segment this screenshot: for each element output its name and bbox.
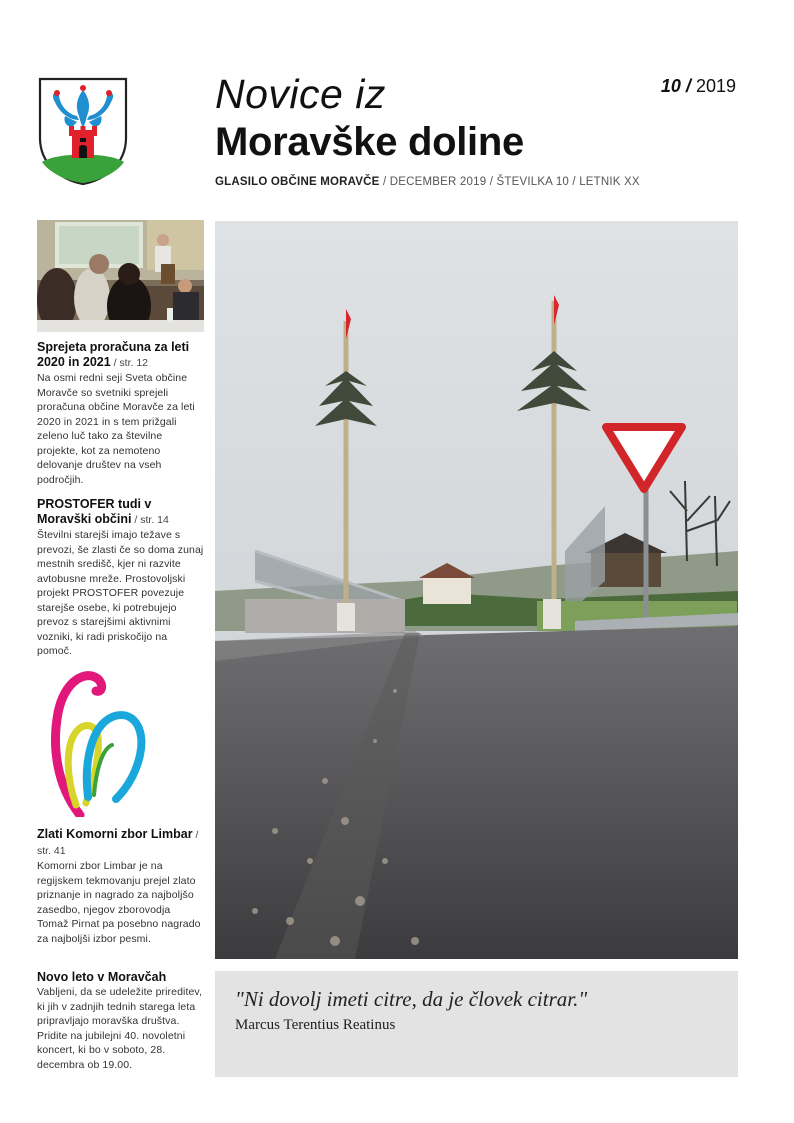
- article-body: Na osmi redni seji Sveta občine Moravče so svetniki sprejeli proračuna občine Moravče za leti 2020 in 2021 in s tem prižgali zeleno luč tako za številne projekte, kot za nemoteno delovanje društev na vseh področjih.: [37, 372, 195, 486]
- quote-text: "Ni dovolj imeti citre, da je človek citrar.": [235, 987, 588, 1011]
- quote-author: Marcus Terentius Reatinus: [235, 1017, 396, 1033]
- article-page-ref: / str. 41: [37, 829, 199, 857]
- article-page-ref: / str. 12: [110, 357, 149, 369]
- article-page-ref: / str. 14: [131, 514, 169, 526]
- article-budget: [37, 340, 204, 487]
- coat-of-arms-icon: [37, 76, 129, 186]
- issue-meta: / DECEMBER 2019 / ŠTEVILKA 10 / LETNIK XX: [379, 176, 640, 188]
- article-body: Vabljeni, da se udeležite prireditev, ki jih v zadnjih tednih starega leta pripravljajo moravška društva. Pridite na jubilejni 40. novoletni koncert, ki bo v soboto, 28. decembra ob 19.00.: [37, 986, 202, 1071]
- quote-box: [215, 971, 738, 1077]
- article-body: Številni starejši imajo težave s prevozi, še zlasti če so doma zunaj mestnih središč, kjer ni razvite avtobusne mreže. Prostovoljski projekt PROSTOFER povezuje starejše osebe, ki potrebujejo prevoz s starejšimi aktivnimi vozniki, ki radi priskočijo na pomoč.: [37, 529, 204, 657]
- magazine-title-line2: Moravške doline: [215, 120, 524, 164]
- article-choir: [37, 827, 204, 946]
- issue-number: 10 /: [660, 76, 691, 96]
- article-title: Sprejeta proračuna za leti 2020 in 2021 / str. 12: [37, 340, 190, 369]
- article-title: PROSTOFER tudi v Moravški občini / str. 14: [37, 497, 169, 526]
- council-meeting-photo: [37, 220, 204, 332]
- choir-logo-icon: [50, 665, 150, 817]
- article-new-year: [37, 970, 204, 1072]
- issue-year: 2019: [695, 76, 736, 96]
- article-prostofer: [37, 497, 204, 659]
- article-title: Zlati Komorni zbor Limbar / str. 41: [37, 827, 199, 857]
- masthead: [215, 176, 640, 188]
- issue-label: [661, 76, 736, 97]
- article-title: Novo leto v Moravčah: [37, 970, 167, 984]
- article-body: Komorni zbor Limbar je na regijskem tekmovanju prejel zlato priznanje in nagrado za najboljšo zasedbo, njegov zborovodja Tomaž Pirnat pa posebno nagrado za najboljši izbor pesmi.: [37, 860, 201, 945]
- magazine-title-line1: Novice iz: [215, 71, 386, 117]
- publication-name: GLASILO OBČINE MORAVČE: [215, 176, 380, 188]
- cover-photo-road-maypoles: [215, 221, 738, 959]
